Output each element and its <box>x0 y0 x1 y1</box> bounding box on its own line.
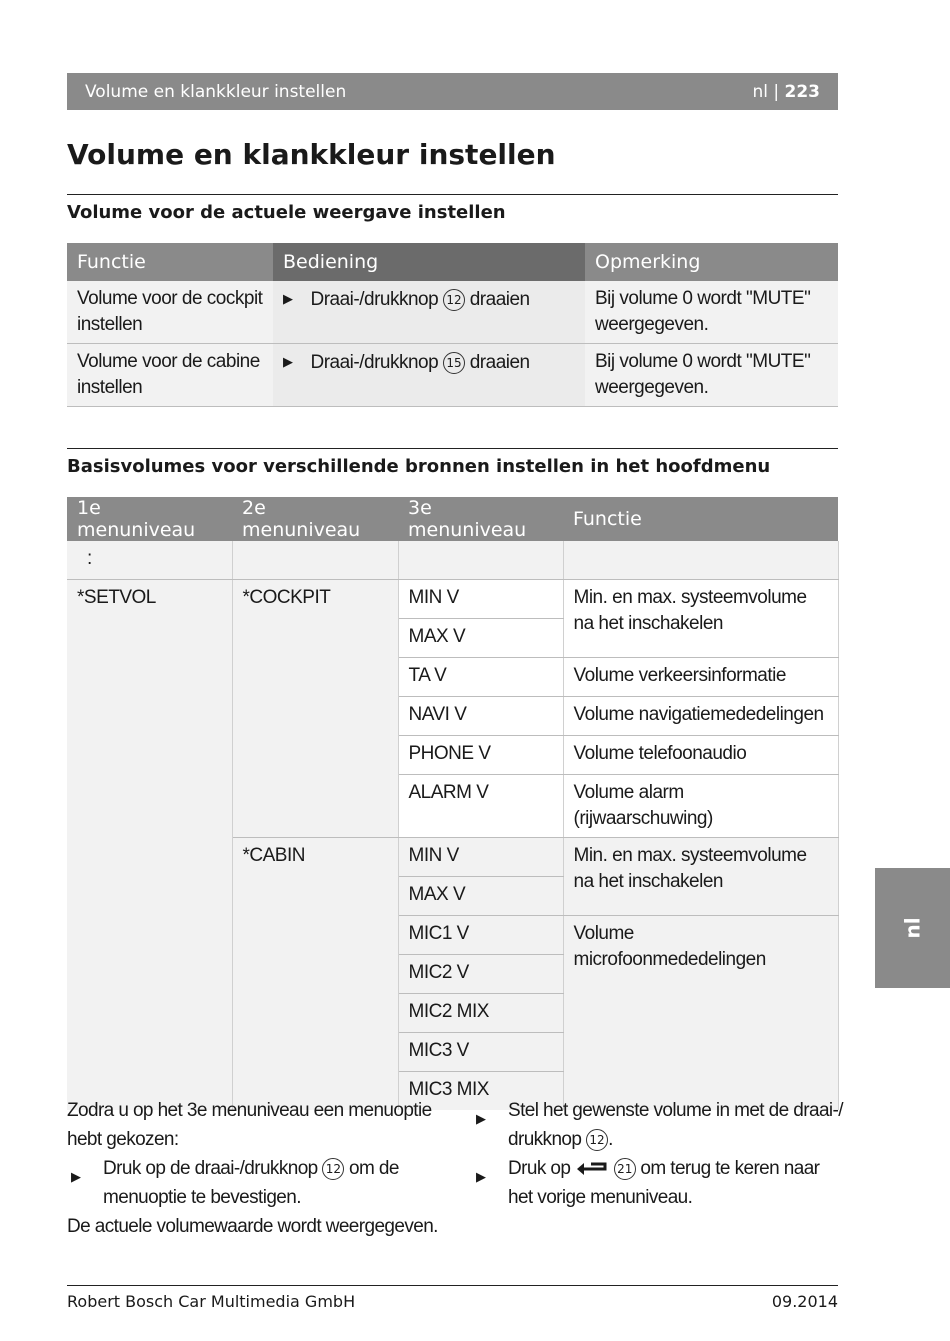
knob-number-icon: 12 <box>443 289 465 311</box>
column-header-functie: Functie <box>563 497 838 541</box>
ellipsis-text: : <box>87 548 92 569</box>
base-volumes-table <box>67 497 839 1110</box>
instructions-intro: Zodra u op het 3e menuniveau een menuoptie hebt gekozen: <box>67 1100 432 1150</box>
level3-item: MIC2 MIX <box>398 994 563 1033</box>
level3-item: MIN V <box>398 838 563 877</box>
function-cell: Volume alarm (rijwaarschuwing) <box>563 775 838 838</box>
triangle-right-icon: ▶ <box>71 1169 81 1184</box>
language-side-tab <box>875 868 950 988</box>
triangle-right-icon: ▶ <box>283 291 293 306</box>
level3-item: MIC1 V <box>398 916 563 955</box>
function-cell: Min. en max. systeemvolume na het inschakelen <box>563 580 838 658</box>
footer-date: 09.2014 <box>771 1292 838 1311</box>
step-text: om terug te keren naar het vorige menuniveau. <box>508 1158 820 1208</box>
footer-company: Robert Bosch Car Multimedia GmbH <box>67 1292 356 1311</box>
empty-cell <box>563 541 838 580</box>
level2-cabin: *CABIN <box>232 838 398 1111</box>
level3-item: MAX V <box>398 619 563 658</box>
table-row <box>67 541 838 580</box>
cell-bediening <box>273 281 585 344</box>
current-volume-table <box>67 243 838 407</box>
level3-item: MIC3 V <box>398 1033 563 1072</box>
knob-number-icon: 12 <box>322 1158 344 1180</box>
function-cell: Volume navigatiemededelingen <box>563 697 838 736</box>
running-header <box>67 73 838 110</box>
level3-item: MIC2 V <box>398 955 563 994</box>
level3-item: NAVI V <box>398 697 563 736</box>
instructions-left <box>67 1096 447 1241</box>
running-header-section: Volume en klankkleur instellen <box>85 81 347 102</box>
cell-opmerking: Bij volume 0 wordt "MUTE" weergegeven. <box>585 344 838 407</box>
level3-item: PHONE V <box>398 736 563 775</box>
section-title-current-volume: Volume voor de actuele weergave instellen <box>67 202 506 223</box>
column-header-functie: Functie <box>67 243 273 281</box>
page-number: nl | 223 <box>752 81 820 102</box>
page-title: Volume en klankkleur instellen <box>67 138 556 171</box>
function-cell: Volume microfoonmededelingen <box>563 916 838 1111</box>
bediening-text: Draai-/drukknop <box>310 352 439 373</box>
step-text: Stel het gewenste volume in met de draai-/ drukknop <box>508 1100 843 1150</box>
knob-number-icon: 21 <box>614 1158 636 1180</box>
function-cell: Volume telefoonaudio <box>563 736 838 775</box>
column-header-opmerking: Opmerking <box>585 243 838 281</box>
level2-cockpit: *COCKPIT <box>232 580 398 838</box>
column-header-level3: 3e menuniveau <box>398 497 563 541</box>
level3-item: TA V <box>398 658 563 697</box>
instruction-step <box>472 1096 844 1154</box>
level1-setvol: *SETVOL <box>67 580 232 1111</box>
table-row <box>67 281 838 344</box>
table-row <box>67 580 838 619</box>
instructions-result: De actuele volumewaarde wordt weergegeven. <box>67 1216 438 1237</box>
level3-item: ALARM V <box>398 775 563 838</box>
column-header-bediening: Bediening <box>273 243 585 281</box>
column-header-level2: 2e menuniveau <box>232 497 398 541</box>
ellipsis-cell <box>67 541 232 580</box>
function-cell: Volume verkeersinformatie <box>563 658 838 697</box>
triangle-right-icon: ▶ <box>283 354 293 369</box>
instructions-right <box>472 1096 844 1212</box>
cell-functie: Volume voor de cockpit instellen <box>67 281 273 344</box>
empty-cell <box>232 541 398 580</box>
cell-opmerking: Bij volume 0 wordt "MUTE" weergegeven. <box>585 281 838 344</box>
side-tab-label: nl <box>900 917 925 939</box>
column-header-level1: 1e menuniveau <box>67 497 232 541</box>
level3-item: MIN V <box>398 580 563 619</box>
knob-number-icon: 12 <box>586 1129 608 1151</box>
step-text: Druk op <box>508 1158 571 1179</box>
page-lang: nl <box>752 81 768 102</box>
triangle-right-icon: ▶ <box>476 1169 486 1184</box>
bediening-text: Draai-/drukknop <box>310 289 439 310</box>
instruction-step <box>67 1154 447 1212</box>
step-text: om de menuoptie te bevestigen. <box>103 1158 399 1208</box>
function-cell: Min. en max. systeemvolume na het inschakelen <box>563 838 838 916</box>
footer-divider <box>67 1285 838 1286</box>
return-arrow-icon <box>575 1159 609 1175</box>
cell-functie: Volume voor de cabine instellen <box>67 344 273 407</box>
level3-item: MIC3 MIX <box>398 1072 563 1111</box>
step-text: . <box>608 1129 613 1150</box>
divider <box>67 194 838 195</box>
instruction-step <box>472 1154 844 1212</box>
empty-cell <box>398 541 563 580</box>
divider <box>67 448 838 449</box>
knob-number-icon: 15 <box>443 352 465 374</box>
section-title-base-volumes: Basisvolumes voor verschillende bronnen instellen in het hoofdmenu <box>67 456 771 477</box>
triangle-right-icon: ▶ <box>476 1111 486 1126</box>
bediening-action: draaien <box>469 352 530 373</box>
bediening-action: draaien <box>469 289 530 310</box>
level3-item: MAX V <box>398 877 563 916</box>
page-number-value: 223 <box>784 81 820 102</box>
step-text: Druk op de draai-/drukknop <box>103 1158 318 1179</box>
table-row <box>67 344 838 407</box>
cell-bediening <box>273 344 585 407</box>
